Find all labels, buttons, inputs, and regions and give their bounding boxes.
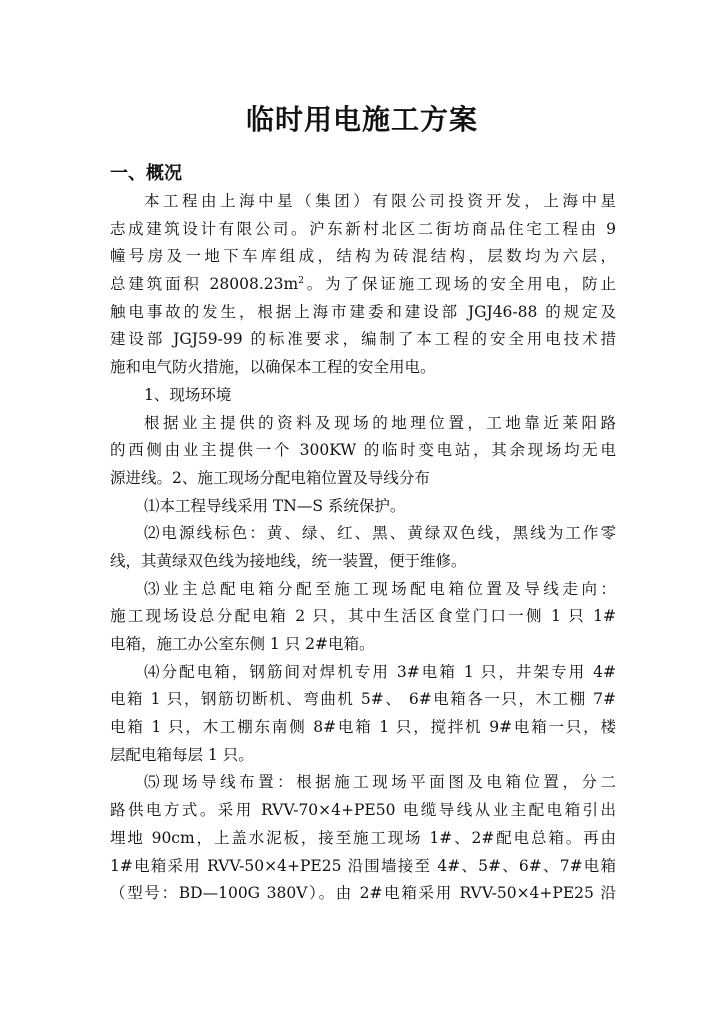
text-line: 根据业主提供的资料及现场的地理位置，工地靠近莱阳路 bbox=[144, 413, 616, 432]
text-line: 源进线。2、施工现场分配电箱位置及导线分布 bbox=[110, 468, 430, 487]
text-line: 层配电箱每层 1 只。 bbox=[110, 745, 254, 764]
text-line: 建设部 JGJ59-99 的标准要求，编制了本工程的安全用电技术措 bbox=[110, 330, 616, 349]
section-heading: 一、概况 bbox=[110, 163, 182, 184]
document-title: 临时用电施工方案 bbox=[245, 103, 478, 136]
text-line: 埋地 90cm，上盖水泥板，接至施工现场 1#、2#配电总箱。再由 bbox=[110, 828, 616, 847]
text-line: 触电事故的发生，根据上海市建委和建设部 JGJ46-88 的规定及 bbox=[110, 302, 616, 321]
text-line: ⑷分配电箱，钢筋间对焊机专用 3#电箱 1 只，井架专用 4# bbox=[144, 662, 616, 681]
text-line: 路供电方式。采用 RVV-70×4+PE50 电缆导线从业主配电箱引出 bbox=[110, 801, 616, 820]
text-line: 施和电气防火措施，以确保本工程的安全用电。 bbox=[110, 358, 436, 377]
text-line: （型号：BD—100G 380V）。由 2#电箱采用 RVV-50×4+PE25 沿 bbox=[110, 884, 616, 903]
text-line: 的西侧由业主提供一个 300KW 的临时变电站，其余现场均无电 bbox=[110, 441, 616, 460]
text-line: 幢号房及一地下车库组成，结构为砖混结构，层数均为六层， bbox=[110, 247, 616, 266]
text-line: 电箱，施工办公室东侧 1 只 2#电箱。 bbox=[110, 635, 375, 653]
text-line: 线，其黄绿双色线为接地线，统一装置，便于维修。 bbox=[110, 551, 467, 570]
text-line: 电箱 1 只，钢筋切断机、弯曲机 5#、 6#电箱各一只，木工棚 7# bbox=[110, 690, 616, 709]
body-text bbox=[110, 188, 616, 908]
text-line: ⑵电源线标色：黄、绿、红、黑、黄绿双色线，黑线为工作零 bbox=[144, 524, 616, 543]
text-line: 电箱 1 只，木工棚东南侧 8#电箱 1 只，搅拌机 9#电箱一只，楼 bbox=[110, 718, 616, 737]
text-line: 1、现场环境 bbox=[144, 385, 232, 404]
text-line: 志成建筑设计有限公司。沪东新村北区二街坊商品住宅工程由 9 bbox=[110, 219, 616, 238]
text-line: 本工程由上海中星（集团）有限公司投资开发，上海中星 bbox=[144, 192, 616, 210]
text-line: 1#电箱采用 RVV-50×4+PE25 沿围墙接至 4#、5#、6#、7#电箱 bbox=[110, 856, 616, 875]
text-line: 总建筑面积 $28008.23m^2$。为了保证施工现场的安全用电，防止 bbox=[110, 275, 616, 294]
text-line: 施工现场设总分配电箱 2 只，其中生活区食堂门口一侧 1 只 1# bbox=[110, 607, 616, 626]
text-line: ⑴本工程导线采用 TN—S 系统保护。 bbox=[144, 496, 406, 515]
text-line: ⑸现场导线布置：根据施工现场平面图及电箱位置，分二 bbox=[144, 773, 616, 792]
text-line: ⑶业主总配电箱分配至施工现场配电箱位置及导线走向： bbox=[144, 579, 616, 598]
